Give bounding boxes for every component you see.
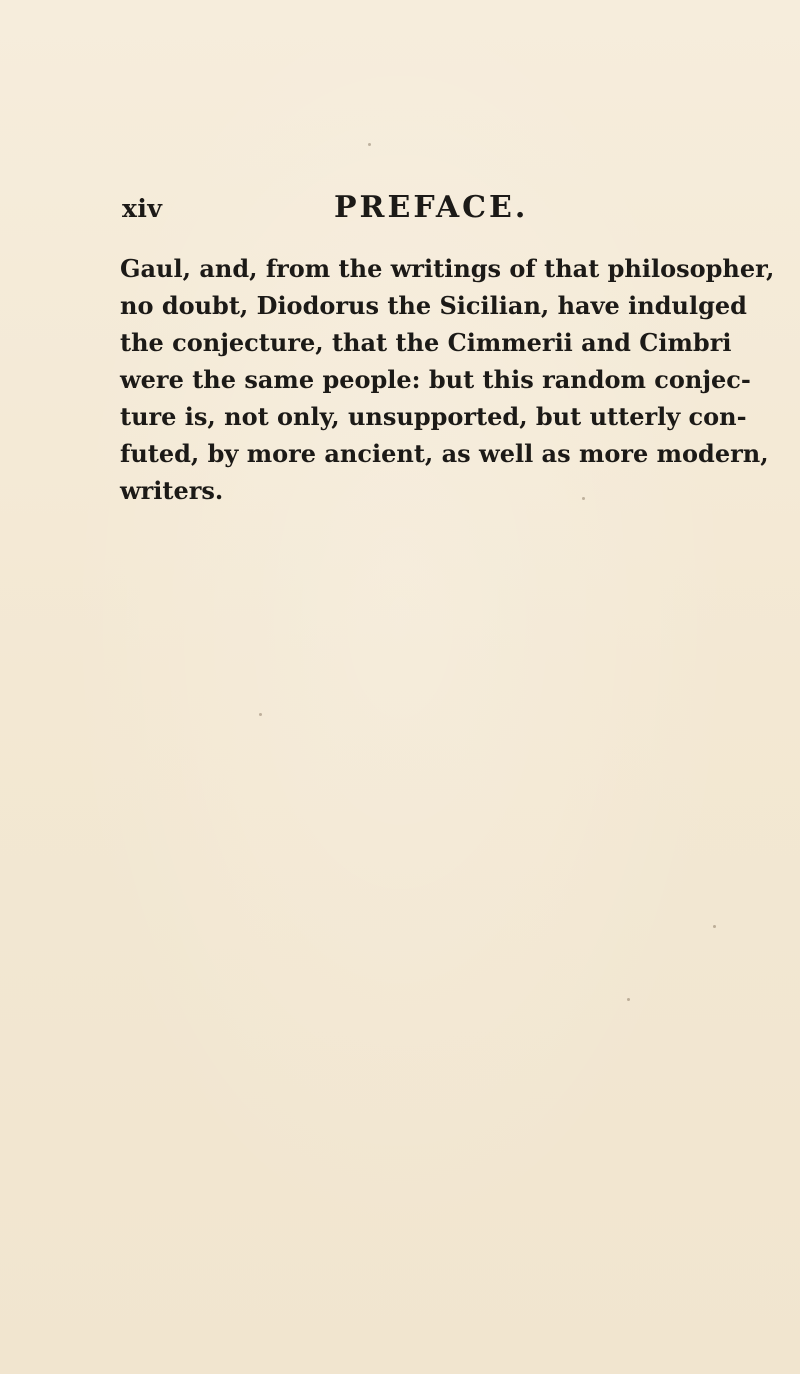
- paper-speck: [627, 998, 630, 1001]
- text-line: writers.: [120, 476, 224, 505]
- paper-speck: [259, 713, 262, 716]
- body-paragraph: [120, 250, 775, 509]
- text-line: were the same people: but this random conjec-: [120, 365, 751, 394]
- running-head: PREFACE.: [334, 190, 529, 225]
- text-line: futed, by more ancient, as well as more modern,: [120, 439, 769, 468]
- text-line: no doubt, Diodorus the Sicilian, have indulged: [120, 291, 747, 320]
- paper-speck: [368, 143, 371, 146]
- page-number: xiv: [122, 194, 163, 223]
- text-line: the conjecture, that the Cimmerii and Cimbri: [120, 328, 732, 357]
- text-line: Gaul, and, from the writings of that philosopher,: [120, 254, 775, 283]
- page-header: [120, 190, 680, 230]
- paper-speck: [713, 925, 716, 928]
- text-line: ture is, not only, unsupported, but utterly con-: [120, 402, 747, 431]
- paper-speck: [582, 497, 585, 500]
